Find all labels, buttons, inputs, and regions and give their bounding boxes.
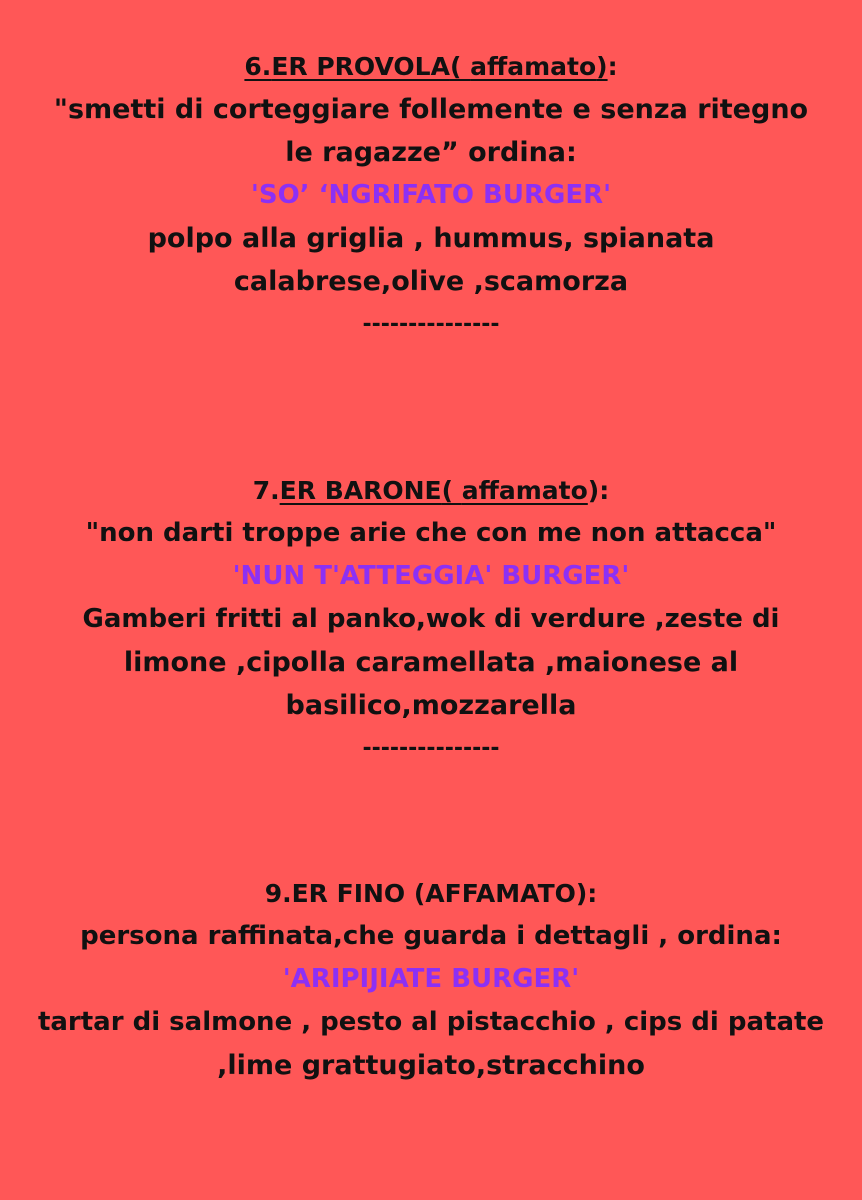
item-number: 7. — [252, 476, 280, 505]
ingredients-line: calabrese,olive ,scamorza — [233, 266, 629, 297]
ingredients-line: limone ,cipolla caramellata ,maionese al — [123, 647, 739, 678]
item-description-line: persona raffinata,che guarda i dettagli , ordina: — [80, 921, 782, 951]
menu-item-er-barone — [0, 469, 862, 770]
ingredients-line: Gamberi fritti al panko,wok di verdure ,zeste di — [82, 604, 780, 634]
ingredients-line: ,lime grattugiato,stracchino — [217, 1050, 645, 1081]
item-heading — [0, 469, 862, 512]
heading-open: ( — [441, 476, 462, 505]
heading-underlined — [244, 52, 607, 81]
heading-close-paren: ) — [596, 52, 608, 81]
ingredients-line: basilico,mozzarella — [285, 690, 577, 721]
heading-close: ): — [587, 476, 610, 505]
burger-name: 'SO’ ‘NGRIFATO BURGER' — [250, 180, 612, 210]
separator: --------------- — [362, 312, 500, 337]
burger-name: 'ARIPIJIATE BURGER' — [282, 964, 580, 994]
item-name: ER BARONE — [279, 476, 442, 505]
heading-underlined — [280, 476, 588, 505]
item-description-line: le ragazze” ordina: — [285, 137, 577, 168]
menu-item-er-fino — [0, 872, 862, 1087]
ingredients-line: tartar di salmone , pesto al pistacchio , cips di patate — [37, 1007, 825, 1037]
item-description-line: "smetti di corteggiare follemente e senza ritegno — [53, 94, 809, 125]
item-name: ER PROVOLA — [271, 52, 450, 81]
item-heading — [0, 45, 862, 88]
item-mood: affamato — [470, 52, 597, 81]
burger-name: 'NUN T'ATTEGGIA' BURGER' — [232, 561, 630, 591]
separator: --------------- — [362, 736, 500, 761]
ingredients-line: polpo alla griglia , hummus, spianata — [147, 223, 715, 254]
heading-colon: : — [607, 52, 618, 81]
item-description-line: "non darti troppe arie che con me non attacca" — [85, 518, 777, 548]
item-number: 6. — [244, 52, 272, 81]
item-mood: affamato — [461, 476, 588, 505]
menu-item-er-provola — [0, 45, 862, 346]
heading-open: ( — [449, 52, 471, 81]
item-heading: 9.ER FINO (AFFAMATO): — [264, 879, 598, 908]
